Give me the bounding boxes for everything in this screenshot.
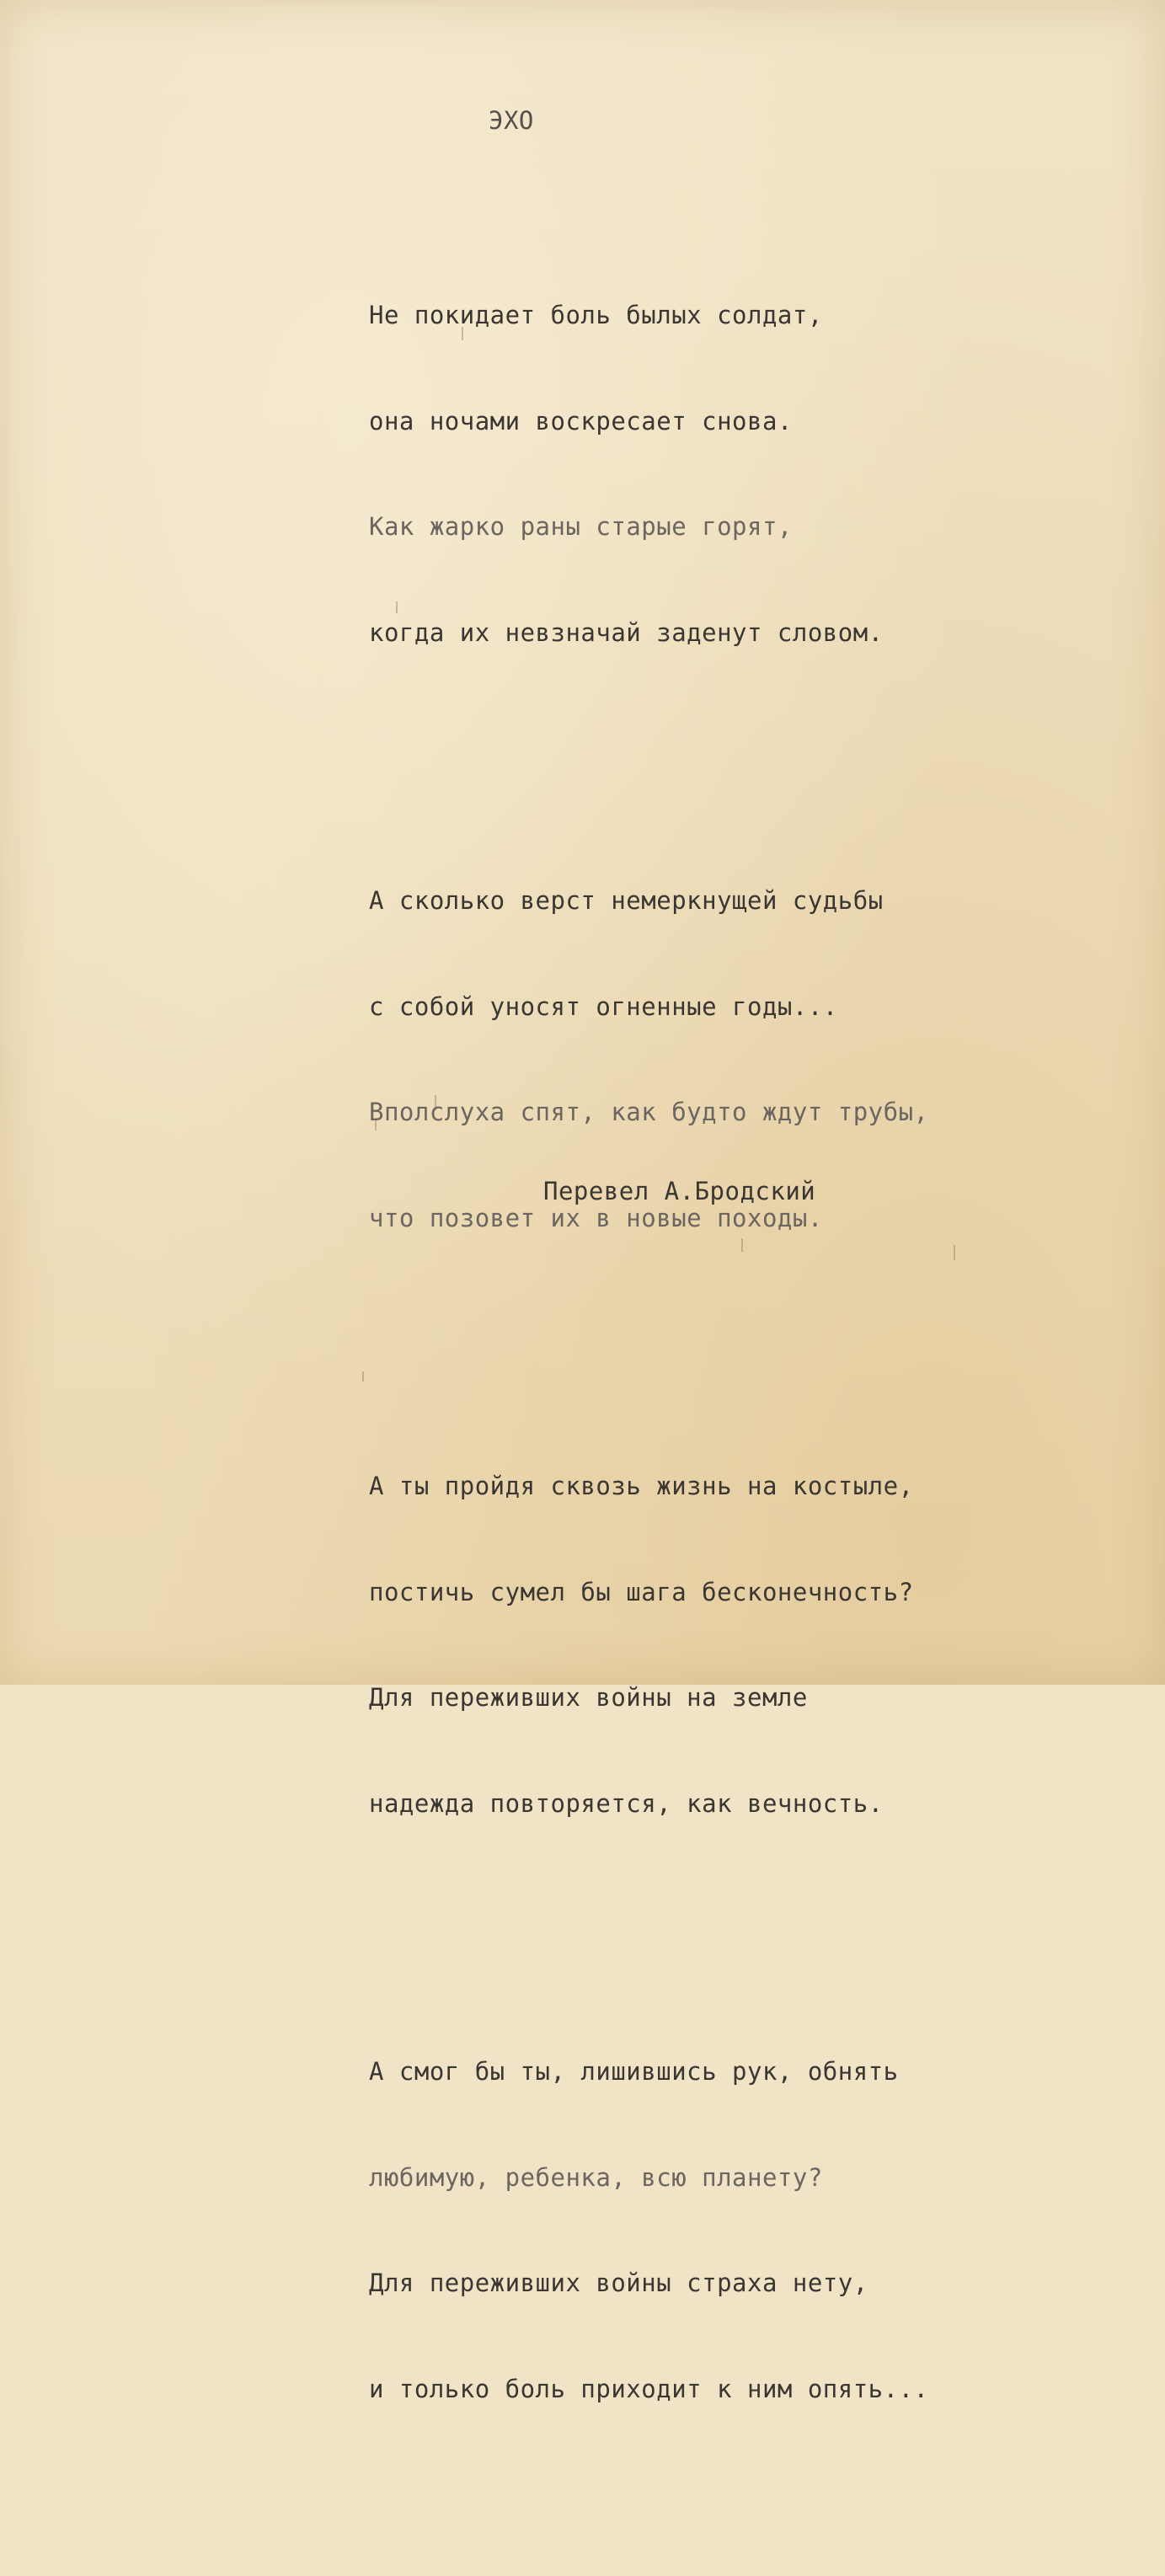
poem-line: любимую, ребенка, всю планету? bbox=[369, 2162, 823, 2192]
translator-signature: Перевел А.Бродский bbox=[543, 1177, 816, 1205]
poem-line: Для переживших войны на земле bbox=[369, 1683, 808, 1712]
stanza bbox=[369, 234, 929, 714]
poem-line: когда их невзначай заденут словом. bbox=[369, 617, 884, 647]
poem-line: Не покидает боль былых солдат, bbox=[369, 301, 823, 329]
poem-line: с собой уносят огненные годы... bbox=[369, 991, 838, 1021]
poem-line: Вполслуха спят, как будто ждут трубы, bbox=[369, 1098, 929, 1126]
poem-line: Для переживших войны страха нету, bbox=[369, 2269, 868, 2297]
poem-line: А смог бы ты, лишившись рук, обнять bbox=[369, 2057, 899, 2086]
poem-line: Как жарко раны старые горят, bbox=[369, 512, 793, 541]
poem-line: она ночами воскресает снова. bbox=[369, 406, 793, 436]
paper-speck bbox=[362, 1371, 364, 1382]
poem-line: что позовет их в новые походы. bbox=[369, 1203, 823, 1232]
poem-title: ЭХО bbox=[489, 106, 534, 135]
poem-line: А ты пройдя сквозь жизнь на костыле, bbox=[369, 1472, 914, 1500]
poem-line: А сколько верст немеркнущей судьбы bbox=[369, 886, 884, 915]
poem-line: и только боль приходит к ним опять... bbox=[369, 2374, 929, 2403]
stanza bbox=[369, 1405, 929, 1885]
stanza bbox=[369, 820, 929, 1300]
poem-line: надежда повторяется, как вечность. bbox=[369, 1788, 884, 1818]
poem-line: постичь сумел бы шага бесконечность? bbox=[369, 1577, 914, 1606]
paper-speck bbox=[954, 1245, 955, 1260]
stanza bbox=[369, 1991, 929, 2471]
poem-body bbox=[369, 177, 929, 2576]
